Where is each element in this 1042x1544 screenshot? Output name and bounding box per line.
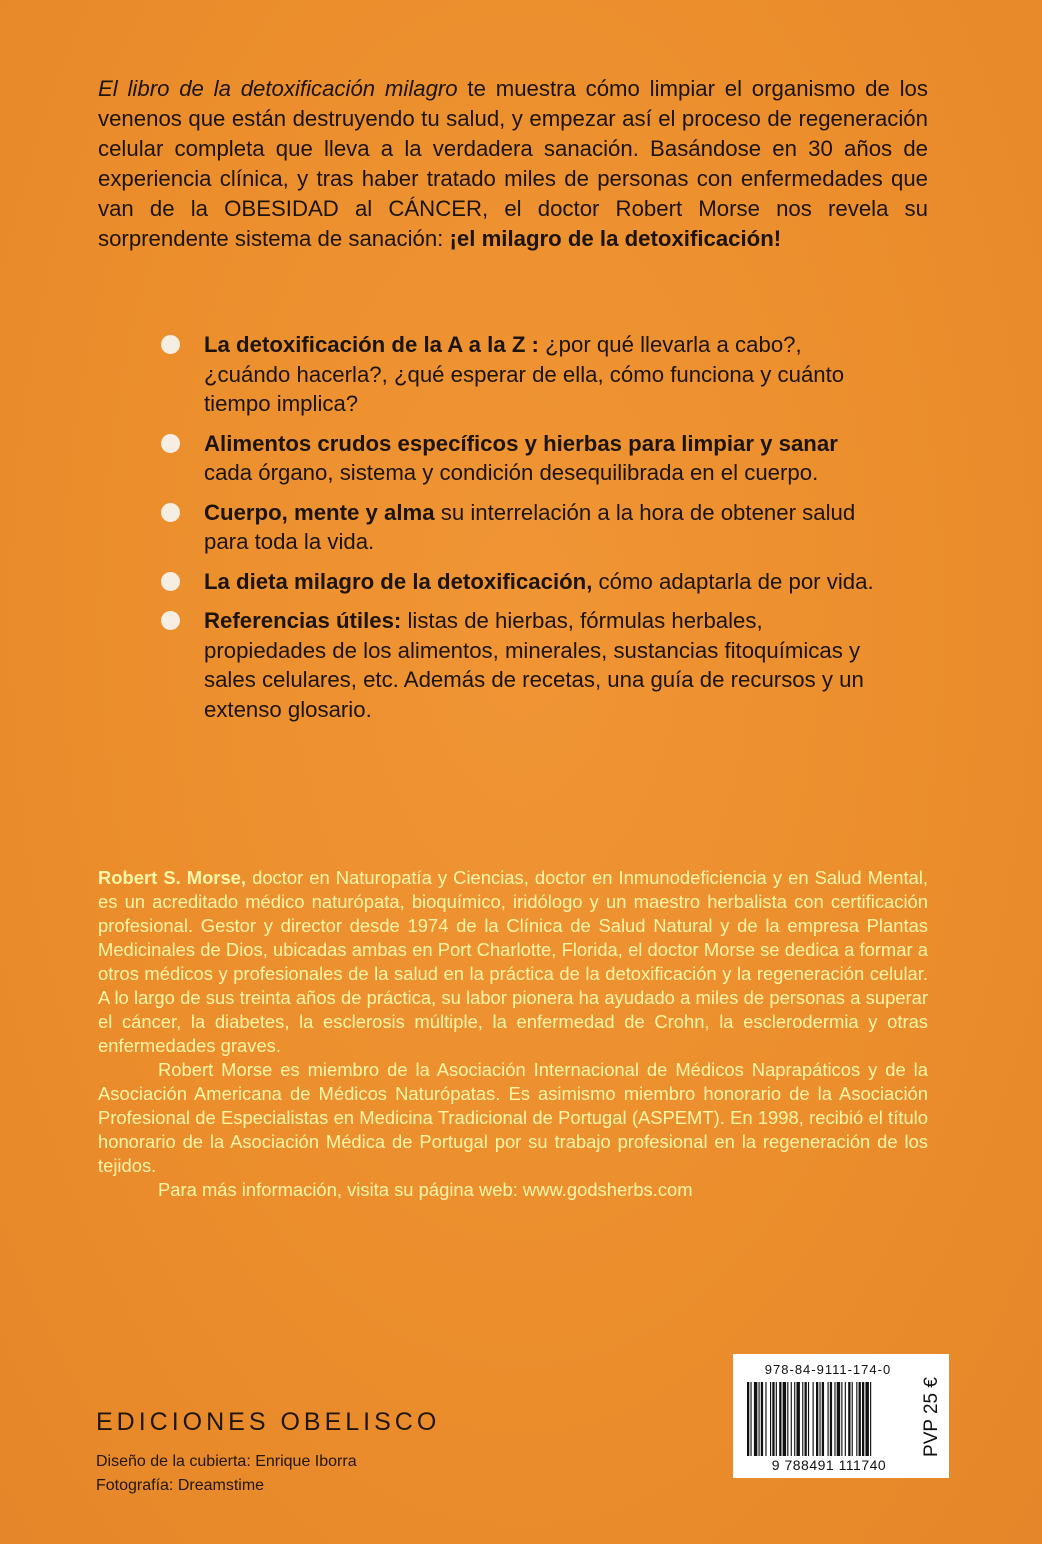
price-label: [917, 1362, 947, 1472]
photo-credit: Fotografía: Dreamstime: [96, 1477, 265, 1494]
bullet-dot-icon: [161, 335, 180, 354]
list-item-text: cada órgano, sistema y condición desequilibrada en el cuerpo.: [204, 460, 819, 485]
list-item-text: ¿por qué llevarla a cabo?, ¿cuándo hacerla?, ¿qué esperar de ella, cómo funciona y cuánto tiempo implica?: [204, 332, 845, 416]
barcode-box: [733, 1354, 949, 1478]
publisher-name: EDICIONES OBELISCO: [96, 1408, 441, 1436]
list-item-heading: Alimentos crudos específicos y hierbas para limpiar y sanar: [204, 430, 838, 456]
list-item: [160, 498, 890, 557]
list-item-heading: Cuerpo, mente y alma: [204, 499, 435, 525]
list-item-text: su interrelación a la hora de obtener salud para toda la vida.: [204, 499, 856, 554]
list-item: [160, 330, 890, 419]
list-item: [160, 606, 890, 724]
bullet-dot-icon: [161, 503, 180, 522]
intro-text: [98, 74, 928, 254]
bullet-dot-icon: [161, 572, 180, 591]
list-item-text: listas de hierbas, fórmulas herbales, propiedades de los alimentos, minerales, sustancias fitoquímicas y sales celulares, etc. Además de recetas, una guía de recursos y un extenso glosario.: [204, 608, 864, 722]
isbn-text: 978-84-9111-174-0: [764, 1362, 892, 1377]
intro-paragraph: [98, 74, 928, 254]
author-name: Robert S. Morse,: [98, 867, 247, 888]
credits: [96, 1450, 357, 1498]
bullet-dot-icon: [161, 434, 180, 453]
bullet-dot-icon: [161, 611, 180, 630]
price-text: PVP 25 €: [921, 1377, 942, 1457]
bio-text-1: doctor en Naturopatía y Ciencias, doctor en Inmunodeficiencia y en Salud Mental, es un acreditado médico naturópata, bioquímico, iridólogo y un maestro herbalista con certificación profesional. Gestor y director desde 1974 de la Clínica de Salud Natural y de la empresa Plantas Medicinales de Dios, ubicadas ambas en Port Charlotte, Florida, el doctor Morse se dedica a formar a otros médicos y profesionales de la salud en la práctica de la detoxificación y la regeneración celular. A lo largo de sus treinta años de práctica, su labor pionera ha ayudado a miles de personas a superar el cáncer, la diabetes, la esclerosis múltiple, la enfermedad de Crohn, la esclerodermia y otras enfermedades graves.: [98, 867, 928, 1056]
list-item-heading: Referencias útiles:: [204, 608, 402, 633]
cover-design-credit: Diseño de la cubierta: Enrique Iborra: [96, 1453, 357, 1470]
bio-paragraph-1: [98, 866, 928, 1058]
bio-paragraph-2: Robert Morse es miembro de la Asociación Internacional de Médicos Naprapáticos y de la Asociación Americana de Médicos Naturópatas. Es asimismo miembro honorario de la Asociación Profesional de Especialistas en Medicina Tradicional de Portugal (ASPEMT). En 1998, recibió el título honorario de la Asociación Médica de Portugal por su trabajo profesional en la regeneración de los tejidos.: [98, 1059, 928, 1176]
list-item-heading: La dieta milagro de la detoxificación,: [204, 568, 593, 594]
book-title: El libro de la detoxificación milagro: [98, 76, 458, 101]
list-item: [160, 567, 890, 597]
feature-list: [160, 330, 890, 734]
barcode-digits: 9 788491 111740: [771, 1457, 887, 1473]
intro-closing: ¡el milagro de la detoxificación!: [449, 226, 782, 251]
barcode-icon: [747, 1382, 913, 1456]
list-item-heading: La detoxificación de la A a la Z :: [204, 332, 539, 357]
list-item: [160, 429, 890, 488]
bio-website: Para más información, visita su página web: www.godsherbs.com: [158, 1179, 693, 1200]
intro-body: te muestra cómo limpiar el organismo de los venenos que están destruyendo tu salud, y empezar así el proceso de regeneración celular completa que lleva a la verdadera sanación. Basándose en 30 años de experiencia clínica, y tras haber tratado miles de personas con enfermedades que van de la OBESIDAD al CÁNCER, el doctor Robert Morse nos revela su sorprendente sistema de sanación:: [98, 76, 928, 251]
list-item-text: cómo adaptarla de por vida.: [592, 568, 874, 594]
author-bio: [98, 866, 928, 1202]
